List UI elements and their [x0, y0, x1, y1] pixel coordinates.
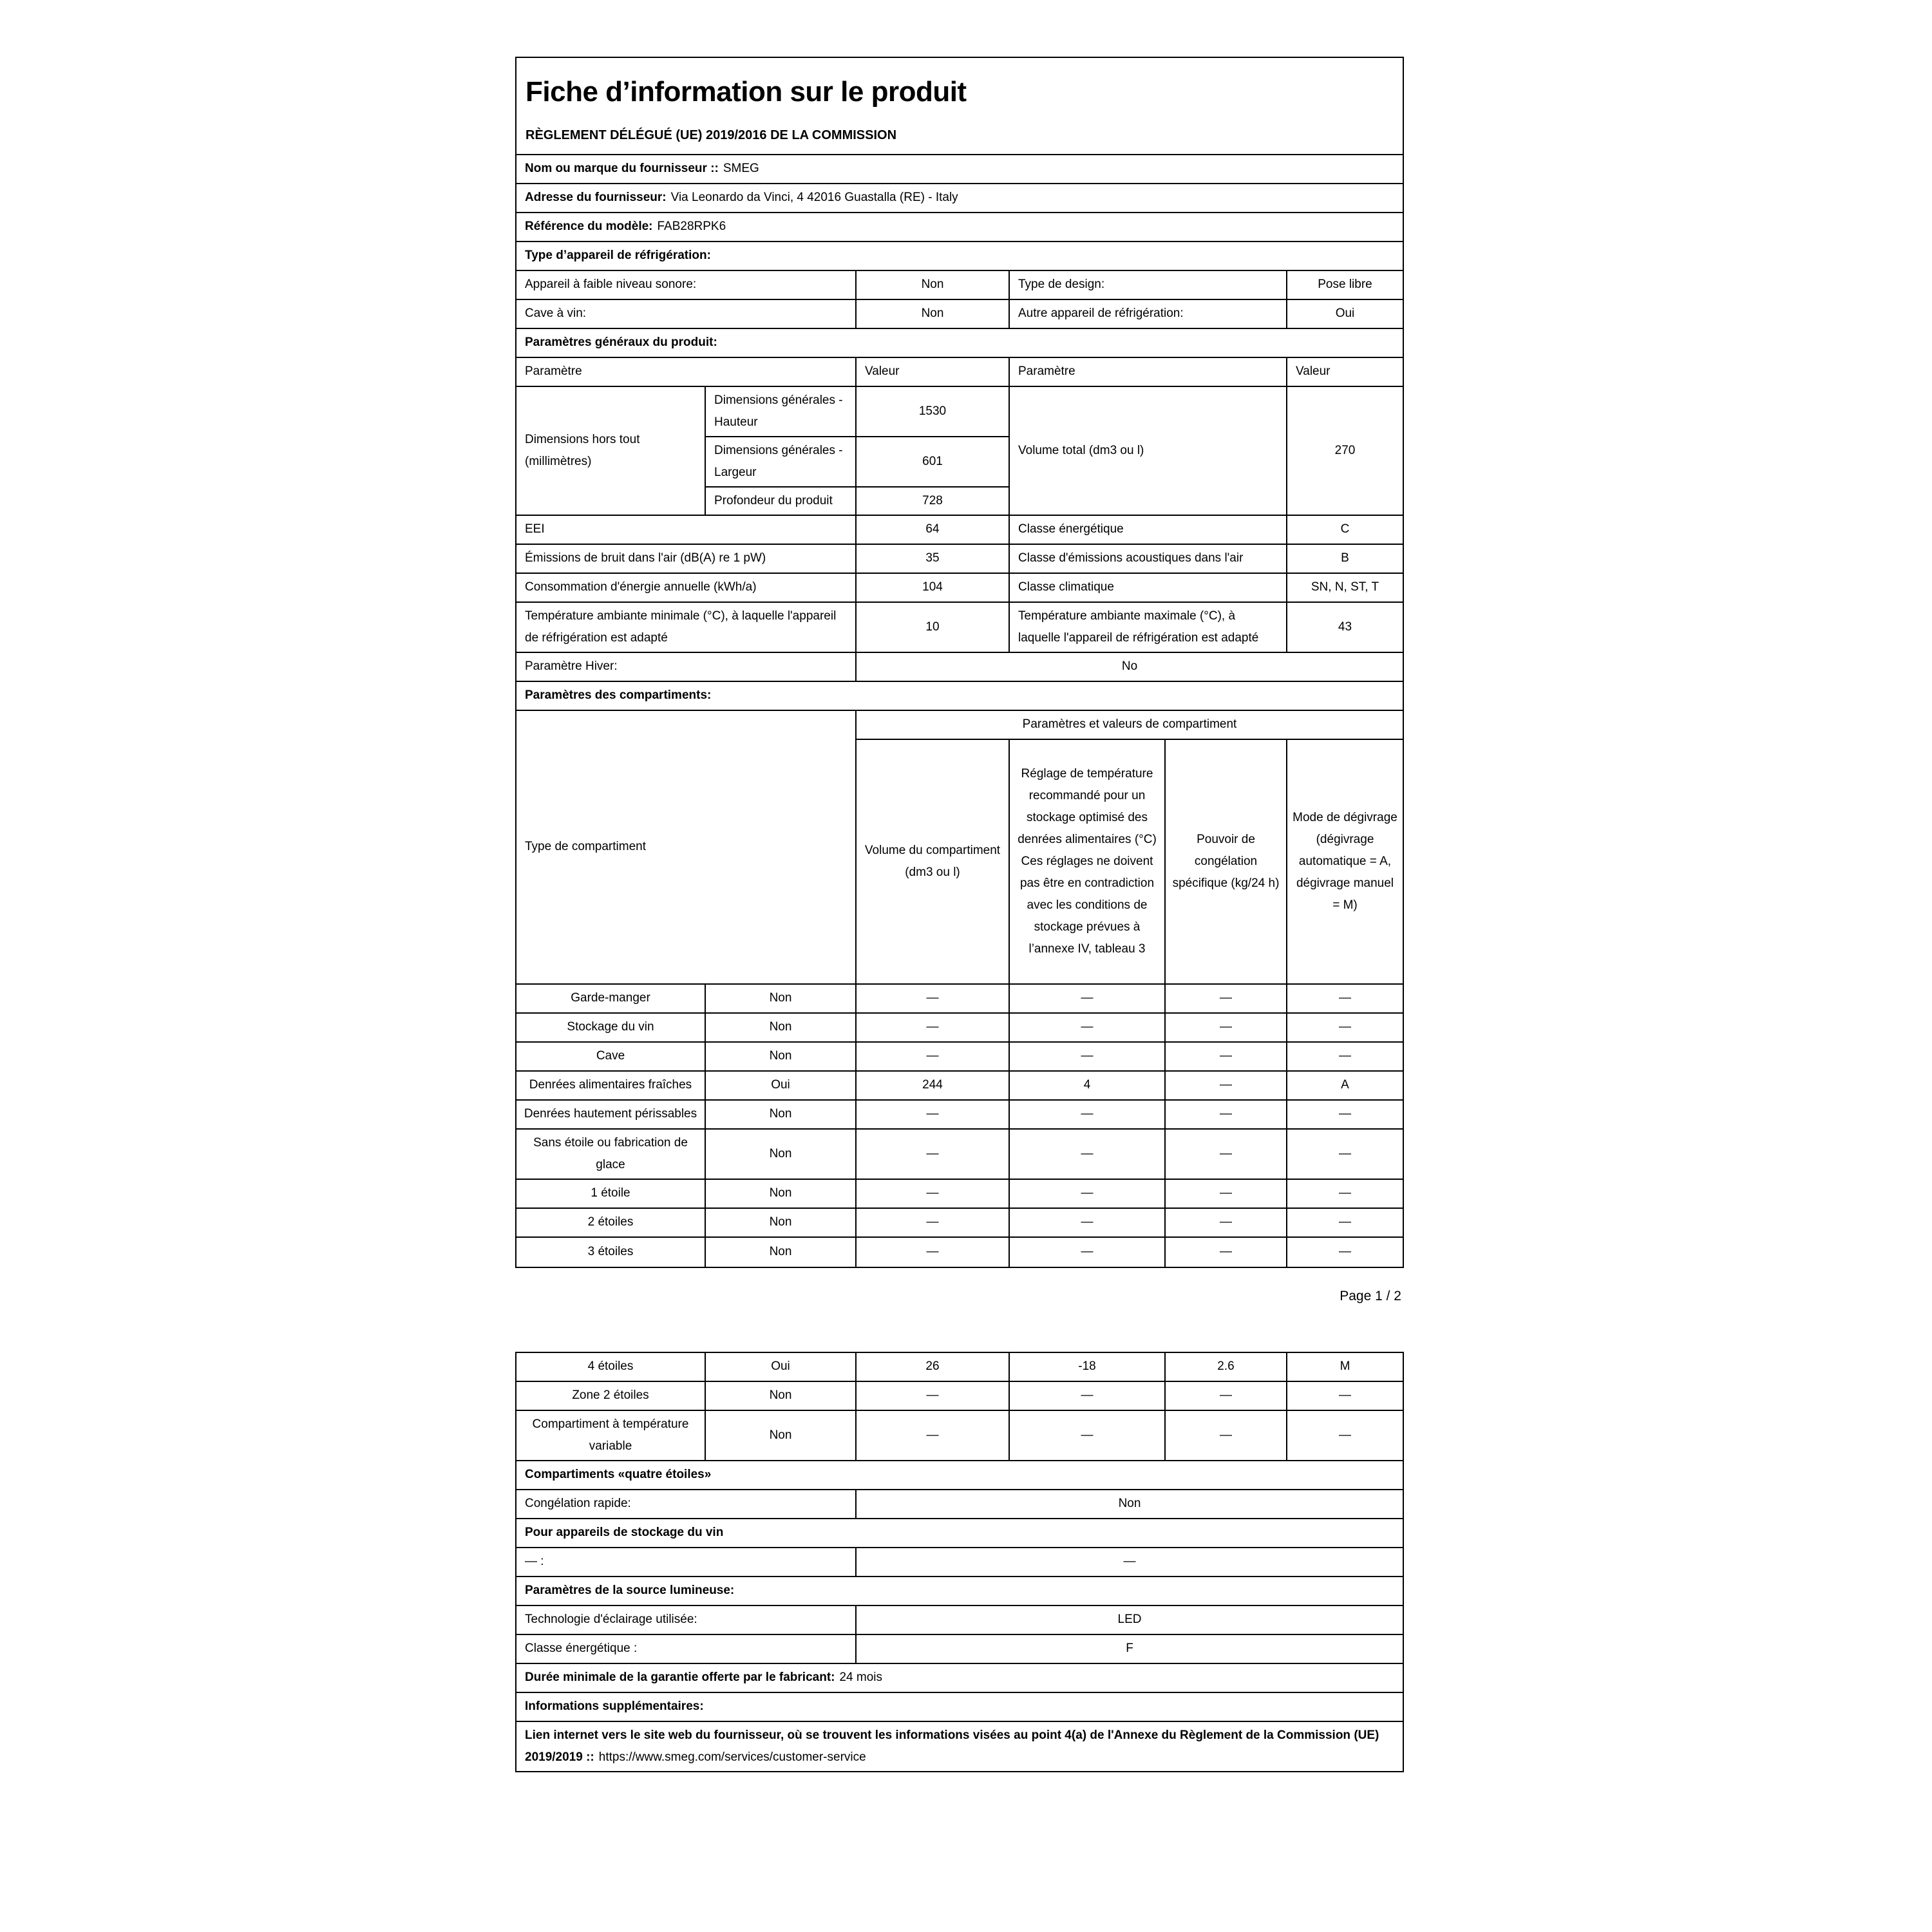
compartment-volume: —: [857, 1382, 1010, 1410]
general-row-2: [516, 574, 1403, 603]
winter-row: [516, 653, 1403, 682]
type-row-0: [516, 271, 1403, 300]
param-label: EEI: [516, 516, 857, 544]
supplier-value: SMEG: [723, 161, 759, 175]
dimension-value: 601: [922, 454, 943, 468]
warranty-cell: [516, 1664, 1403, 1692]
compartment-freeze: —: [1166, 985, 1287, 1012]
compartment-present: Non: [706, 1014, 857, 1041]
compartment-name: 1 étoile: [516, 1180, 706, 1208]
column-header-temperature: Réglage de température recommandé pour un stockage optimisé des denrées alimentaires (°C) Ces réglages ne doivent pas être en contradiction avec les conditions de stockage prévues à l’annexe IV, tableau 3: [1010, 740, 1166, 983]
compartment-freeze: —: [1166, 1043, 1287, 1070]
compartment-present: Oui: [706, 1072, 857, 1099]
type-row-1: [516, 300, 1403, 329]
dimension-subrow-width: [706, 437, 1009, 488]
compartment-temp: 4: [1010, 1072, 1166, 1099]
compartment-row: [516, 1043, 1403, 1072]
dimension-subrow-height: [706, 387, 1009, 437]
compartment-type-header: Type de compartiment: [516, 711, 857, 983]
compartment-temp: —: [1010, 1101, 1166, 1128]
compartment-row: [516, 985, 1403, 1014]
param-value: 43: [1338, 620, 1352, 634]
compartment-freeze: —: [1166, 1072, 1287, 1099]
supplier-link-url: https://www.smeg.com/services/customer-service: [598, 1750, 866, 1764]
dimension-value: 728: [922, 493, 943, 507]
light-tech-value: LED: [1117, 1613, 1142, 1627]
compartment-name: Stockage du vin: [516, 1014, 706, 1041]
dimensions-row: [516, 387, 1403, 516]
compartment-present: Oui: [706, 1353, 857, 1381]
compartment-defrost: —: [1339, 991, 1351, 1005]
param-value: Non: [857, 300, 1010, 328]
address-row: [516, 184, 1403, 213]
compartment-name: 4 étoiles: [516, 1353, 706, 1381]
param-label: Classe énergétique: [1010, 516, 1287, 544]
compartment-name: Denrées alimentaires fraîches: [516, 1072, 706, 1099]
supplier-link-label: Lien internet vers le site web du fournisseur, où se trouvent les informations visées au point 4(a) de l'Annexe du Règlement de la Commission (UE) 2019/2019 ::: [525, 1728, 1379, 1764]
param-label: Consommation d'énergie annuelle (kWh/a): [516, 574, 857, 601]
product-info-table-page2: [515, 1352, 1404, 1772]
compartment-name: Zone 2 étoiles: [516, 1382, 706, 1410]
compartment-name: 3 étoiles: [516, 1238, 706, 1267]
compartment-row: [516, 1130, 1403, 1180]
compartment-temp: —: [1010, 985, 1166, 1012]
warranty-value: 24 mois: [839, 1670, 883, 1684]
param-value: 64: [857, 516, 1010, 544]
compartment-volume: —: [857, 1238, 1010, 1267]
param-value: Pose libre: [1318, 278, 1372, 292]
dimension-label: Dimensions générales - Largeur: [706, 437, 857, 486]
title-cell: [516, 58, 1403, 154]
regulation-subtitle: RÈGLEMENT DÉLÉGUÉ (UE) 2019/2016 DE LA COMMISSION: [526, 128, 897, 142]
product-fiche: [515, 57, 1404, 1772]
compartment-columns: [857, 740, 1403, 983]
compartment-temp: —: [1010, 1411, 1166, 1460]
compartment-volume: 26: [857, 1353, 1010, 1381]
warranty-label: Durée minimale de la garantie offerte par le fabricant:: [525, 1670, 835, 1684]
section-additional-row: [516, 1693, 1403, 1722]
compartment-defrost: —: [1339, 1146, 1351, 1160]
param-label: Type de design:: [1010, 271, 1287, 299]
param-value: 35: [857, 545, 1010, 573]
dimensions-label: Dimensions hors tout (millimètres): [516, 387, 706, 515]
compartment-row: [516, 1238, 1403, 1267]
compartment-defrost: —: [1339, 1388, 1351, 1403]
compartment-volume: —: [857, 1101, 1010, 1128]
model-cell: [516, 213, 1403, 241]
fast-freeze-label: Congélation rapide:: [516, 1490, 857, 1518]
fast-freeze-value: Non: [1118, 1497, 1141, 1511]
compartment-temp: —: [1010, 1043, 1166, 1070]
compartment-defrost: A: [1341, 1078, 1349, 1092]
compartment-name: Cave: [516, 1043, 706, 1070]
section-four-star-header: Compartiments «quatre étoiles»: [525, 1468, 712, 1482]
light-class-label: Classe énergétique :: [516, 1635, 857, 1663]
compartment-defrost: —: [1339, 1186, 1351, 1200]
compartment-header-row: [516, 711, 1403, 985]
general-row-1: [516, 545, 1403, 574]
compartment-row: [516, 1209, 1403, 1238]
compartment-volume: —: [857, 985, 1010, 1012]
dimension-value: 1530: [918, 404, 947, 418]
param-label: Classe d'émissions acoustiques dans l'air: [1010, 545, 1287, 573]
compartment-freeze: 2.6: [1166, 1353, 1287, 1381]
section-compartments-row: [516, 682, 1403, 711]
column-header-volume: Volume du compartiment (dm3 ou l): [857, 740, 1010, 983]
compartment-row: [516, 1411, 1403, 1461]
compartment-freeze: —: [1166, 1411, 1287, 1460]
compartment-name: 2 étoiles: [516, 1209, 706, 1236]
supplier-cell: [516, 155, 1403, 183]
param-label: Émissions de bruit dans l'air (dB(A) re 1 pW): [516, 545, 857, 573]
compartment-present: Non: [706, 1043, 857, 1070]
compartment-defrost: —: [1339, 1020, 1351, 1034]
compartment-defrost: —: [1339, 1049, 1351, 1063]
general-row-0: [516, 516, 1403, 545]
param-value: 10: [857, 603, 1010, 652]
compartment-freeze: —: [1166, 1014, 1287, 1041]
param-value: SN, N, ST, T: [1311, 580, 1379, 594]
compartment-present: Non: [706, 1382, 857, 1410]
compartment-temp: —: [1010, 1014, 1166, 1041]
section-compartments-header: Paramètres des compartiments:: [525, 688, 712, 703]
model-row: [516, 213, 1403, 242]
compartment-temp: —: [1010, 1238, 1166, 1267]
wine-row: [516, 1548, 1403, 1577]
volume-label: Volume total (dm3 ou l): [1010, 387, 1287, 515]
compartment-freeze: —: [1166, 1130, 1287, 1179]
dimension-label: Dimensions générales - Hauteur: [706, 387, 857, 436]
column-header: Valeur: [857, 358, 1010, 386]
section-wine-header: Pour appareils de stockage du vin: [525, 1526, 724, 1540]
compartment-name: Sans étoile ou fabrication de glace: [516, 1130, 706, 1179]
page-title: Fiche d’information sur le produit: [526, 76, 967, 108]
param-label: Cave à vin:: [516, 300, 857, 328]
fast-freeze-row: [516, 1490, 1403, 1519]
section-light-row: [516, 1577, 1403, 1606]
column-header: Valeur: [1296, 365, 1331, 379]
compartment-freeze: —: [1166, 1180, 1287, 1208]
winter-label: Paramètre Hiver:: [516, 653, 857, 681]
compartment-name: Garde-manger: [516, 985, 706, 1012]
address-label: Adresse du fournisseur:: [525, 190, 667, 204]
compartment-defrost: —: [1339, 1428, 1351, 1442]
param-value: Oui: [1335, 307, 1355, 321]
compartment-temp: —: [1010, 1382, 1166, 1410]
supplier-link-row: [516, 1722, 1403, 1771]
param-value: B: [1341, 551, 1349, 565]
compartment-row: [516, 1072, 1403, 1101]
volume-value: 270: [1334, 443, 1356, 457]
compartment-present: Non: [706, 985, 857, 1012]
param-value: Non: [857, 271, 1010, 299]
compartment-present: Non: [706, 1180, 857, 1208]
compartment-name: Compartiment à température variable: [516, 1411, 706, 1460]
compartment-volume: —: [857, 1209, 1010, 1236]
supplier-row: [516, 155, 1403, 184]
compartment-volume: 244: [857, 1072, 1010, 1099]
param-label: Température ambiante minimale (°C), à laquelle l'appareil de réfrigération est adapté: [516, 603, 857, 652]
param-value: 104: [857, 574, 1010, 601]
supplier-link-cell: [516, 1722, 1403, 1771]
title-row: [516, 58, 1403, 155]
section-four-star-row: [516, 1461, 1403, 1490]
model-label: Référence du modèle:: [525, 219, 653, 233]
compartment-row: [516, 1353, 1403, 1382]
column-header-defrost: Mode de dégivrage (dégivrage automatique = A, dégivrage manuel = M): [1293, 810, 1397, 912]
compartment-present: Non: [706, 1209, 857, 1236]
light-row-0: [516, 1606, 1403, 1635]
compartment-row: [516, 1180, 1403, 1209]
compartment-volume: —: [857, 1180, 1010, 1208]
compartment-band-header: Paramètres et valeurs de compartiment: [857, 711, 1403, 740]
model-value: FAB28RPK6: [657, 219, 726, 233]
section-light-header: Paramètres de la source lumineuse:: [525, 1584, 735, 1598]
compartment-defrost: M: [1340, 1359, 1350, 1374]
section-additional-header: Informations supplémentaires:: [525, 1700, 704, 1714]
light-class-value: F: [1126, 1642, 1133, 1656]
compartment-temp: -18: [1010, 1353, 1166, 1381]
compartment-params-header: [857, 711, 1403, 983]
compartment-freeze: —: [1166, 1382, 1287, 1410]
compartment-volume: —: [857, 1411, 1010, 1460]
supplier-label: Nom ou marque du fournisseur ::: [525, 161, 719, 175]
compartment-volume: —: [857, 1130, 1010, 1179]
param-value: C: [1340, 522, 1350, 536]
compartment-name: Denrées hautement périssables: [516, 1101, 706, 1128]
product-info-table-page1: [515, 57, 1404, 1268]
compartment-row: [516, 1101, 1403, 1130]
compartment-present: Non: [706, 1130, 857, 1179]
page-indicator: Page 1 / 2: [1340, 1288, 1401, 1303]
section-general-header: Paramètres généraux du produit:: [525, 336, 717, 350]
param-label: Classe climatique: [1010, 574, 1287, 601]
address-value: Via Leonardo da Vinci, 4 42016 Guastalla (RE) - Italy: [670, 190, 958, 204]
compartment-freeze: —: [1166, 1238, 1287, 1267]
compartment-defrost: —: [1339, 1215, 1351, 1229]
compartment-temp: —: [1010, 1209, 1166, 1236]
compartment-row: [516, 1382, 1403, 1411]
column-header: Paramètre: [516, 358, 857, 386]
dimension-subrow-depth: [706, 488, 1009, 515]
compartment-row: [516, 1014, 1403, 1043]
column-header-freezing: Pouvoir de congélation spécifique (kg/24 h): [1166, 740, 1287, 983]
compartment-temp: —: [1010, 1130, 1166, 1179]
compartment-freeze: —: [1166, 1101, 1287, 1128]
compartment-freeze: —: [1166, 1209, 1287, 1236]
address-cell: [516, 184, 1403, 212]
compartment-present: Non: [706, 1411, 857, 1460]
warranty-row: [516, 1664, 1403, 1693]
section-type-row: [516, 242, 1403, 271]
compartment-present: Non: [706, 1238, 857, 1267]
winter-value: No: [1121, 659, 1138, 674]
compartment-defrost: —: [1339, 1107, 1351, 1121]
section-type-header: Type d’appareil de réfrigération:: [525, 249, 711, 263]
param-label: Autre appareil de réfrigération:: [1010, 300, 1287, 328]
column-header: Paramètre: [1010, 358, 1287, 386]
compartment-defrost: —: [1339, 1245, 1351, 1259]
section-wine-row: [516, 1519, 1403, 1548]
dimensions-subtable: [706, 387, 1010, 515]
compartment-present: Non: [706, 1101, 857, 1128]
compartment-temp: —: [1010, 1180, 1166, 1208]
compartment-volume: —: [857, 1014, 1010, 1041]
compartment-volume: —: [857, 1043, 1010, 1070]
wine-label: — :: [516, 1548, 857, 1576]
param-label: Température ambiante maximale (°C), à laquelle l'appareil de réfrigération est adapté: [1010, 603, 1287, 652]
general-row-3: [516, 603, 1403, 653]
param-header-row: [516, 358, 1403, 387]
section-general-row: [516, 329, 1403, 358]
param-label: Appareil à faible niveau sonore:: [516, 271, 857, 299]
light-row-1: [516, 1635, 1403, 1664]
light-tech-label: Technologie d'éclairage utilisée:: [516, 1606, 857, 1634]
dimension-label: Profondeur du produit: [706, 488, 857, 515]
wine-value: —: [1123, 1555, 1136, 1569]
